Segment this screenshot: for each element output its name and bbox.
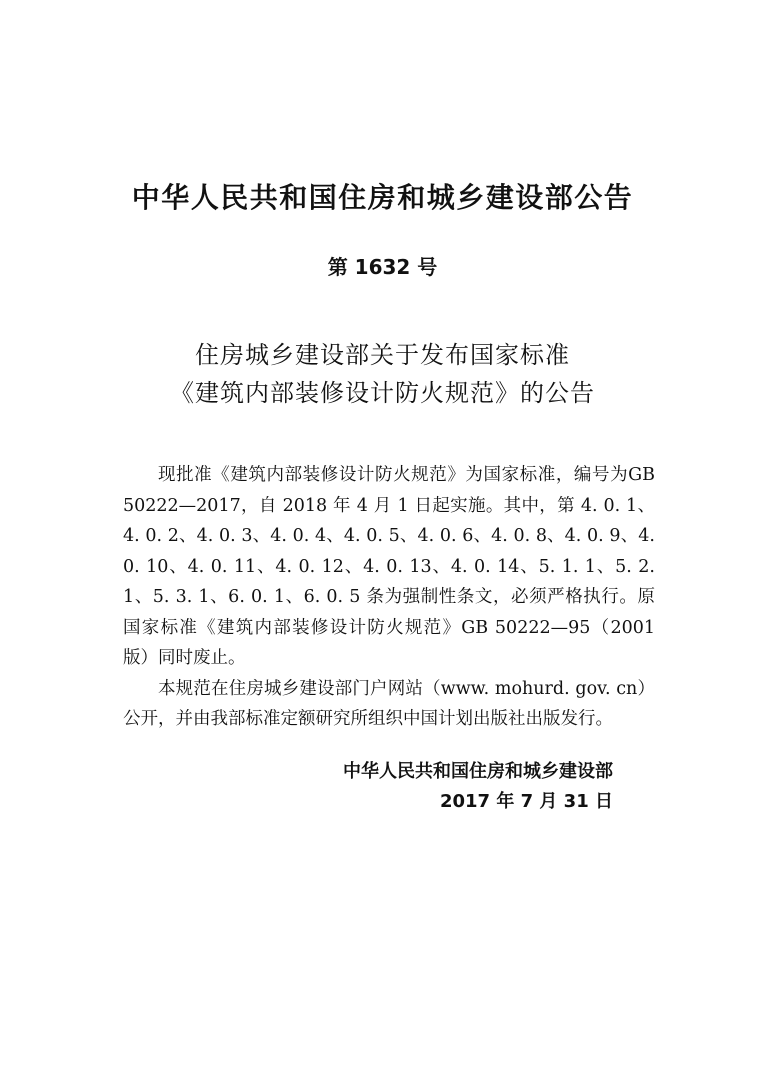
- body-paragraph-2: 本规范在住房城乡建设部门户网站（www. mohurd. gov. cn）公开，并由我部标准定额研究所组织中国计划出版社出版发行。: [123, 678, 655, 729]
- announcement-title: 中华人民共和国住房和城乡建设部公告: [131, 181, 634, 214]
- announcement-subtitle: [0, 336, 765, 412]
- announcement-number: 第 1632 号: [327, 255, 438, 279]
- issue-date: 2017 年 7 月 31 日: [439, 791, 613, 812]
- subtitle-line-1: 住房城乡建设部关于发布国家标准: [195, 341, 570, 369]
- announcement-body: [123, 460, 655, 735]
- body-paragraph-1: 现批准《建筑内部装修设计防火规范》为国家标准，编号为GB 50222—2017，自 2018 年 4 月 1 日起实施。其中，第 4. 0. 1、4. 0. 2、4. 0. 3、4. 0. 4、4. 0. 5、4. 0. 6、4. 0. 8、4. 0. 9、4. 0. 10、4. 0. 11、4. 0. 12、4. 0. 13、4. 0. 14、5. 1. 1、5. 2. 1、5. 3. 1、6. 0. 1、6. 0. 5 条为强制性条文，必须严格执行。原国家标准《建筑内部装修设计防火规范》GB 50222—95（2001 版）同时废止。: [123, 465, 655, 668]
- issuer-signature: 中华人民共和国住房和城乡建设部: [343, 761, 613, 782]
- subtitle-line-2: 《建筑内部装修设计防火规范》的公告: [170, 379, 595, 407]
